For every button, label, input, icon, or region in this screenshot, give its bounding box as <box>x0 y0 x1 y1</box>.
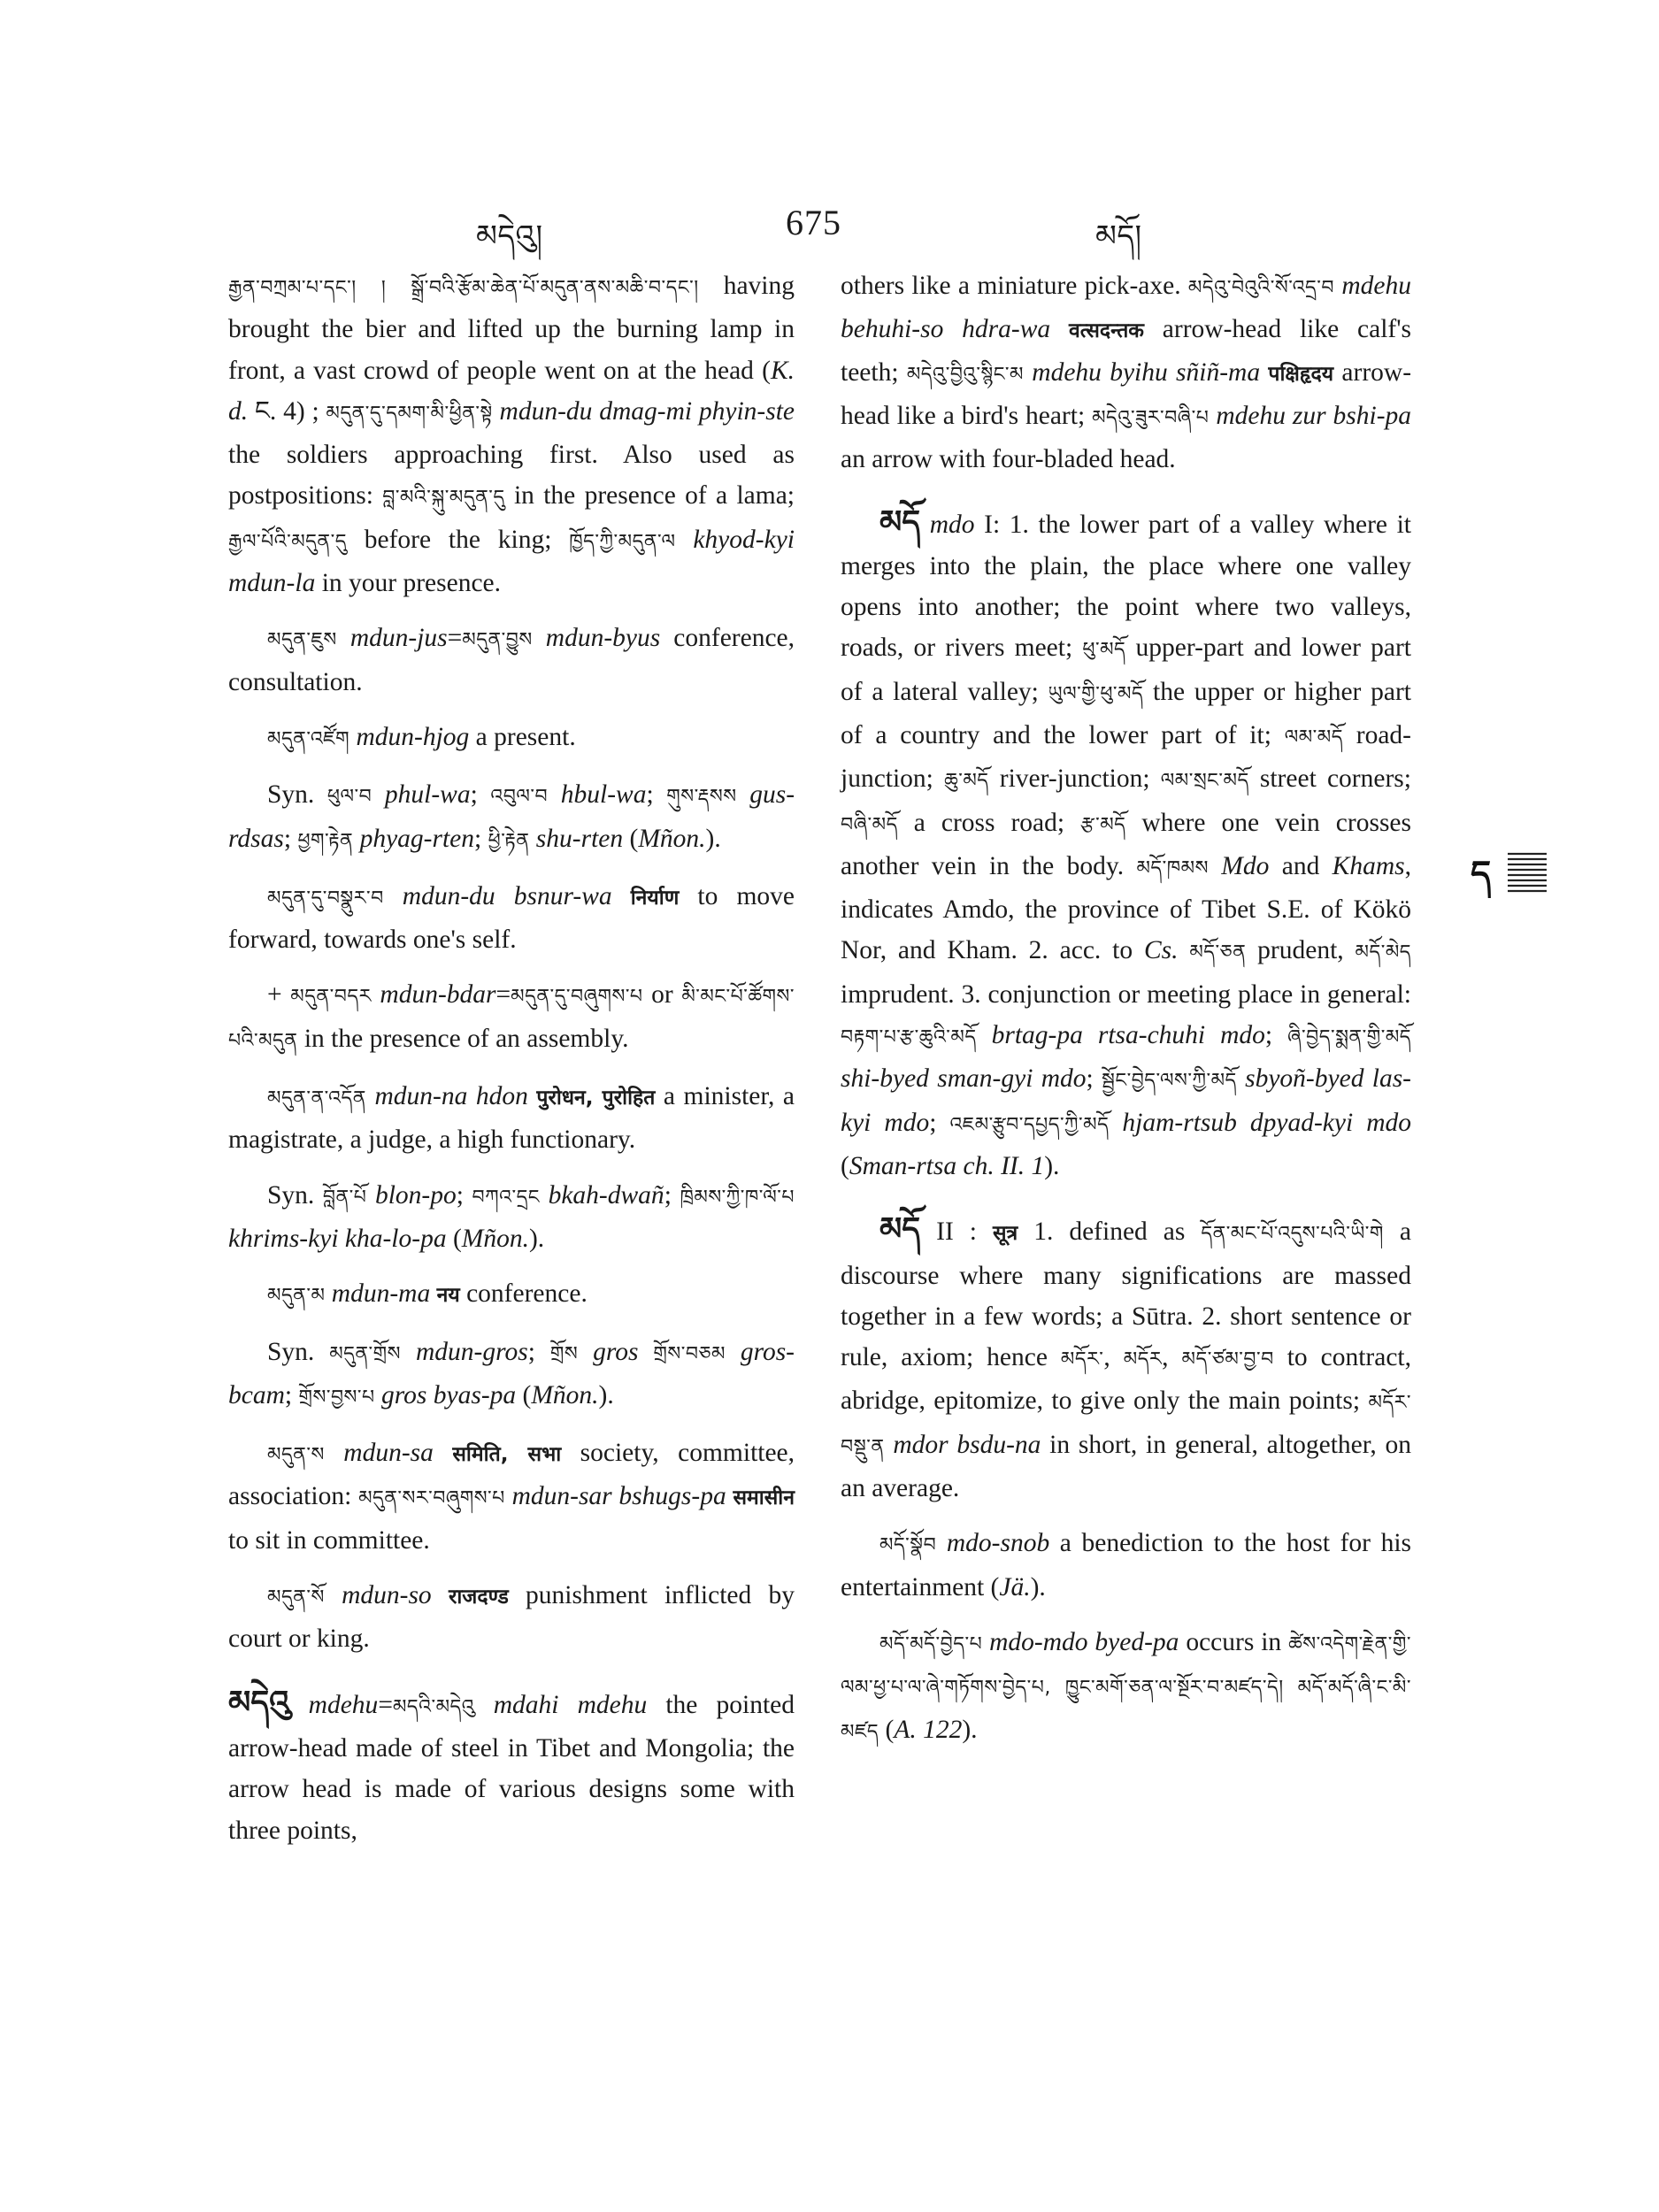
entry-mdun-so: མདུན་སོ mdun-so राजदण्ड punishment inflicted by court or king. <box>228 1581 795 1654</box>
synonyms-present: Syn. ཕུལ་བ phul-wa; འབུལ་བ hbul-wa; གུས་རྡསས gus-rdsas; ཕྱག་རྟེན phyag-rten; ཕྱི་རྟེན shu-rten (Mñon.). <box>228 780 795 853</box>
entry-mdun-bdar: + མདུན་བདར mdun-bdar=མདུན་དུ་བཞུགས་པ or མི་མང་པོ་ཚོགས་པའི་མདུན in the presence of an assembly. <box>228 980 795 1053</box>
page-number: 675 <box>786 203 841 242</box>
synonyms-minister: Syn. བློན་པོ blon-po; བཀའ་དྲང bkah-dwañ; ཁྲིམས་ཀྱི་ཁ་ལོ་པ khrims-kyi kha-lo-pa (Mñon.). <box>228 1180 795 1253</box>
headword-entry-mdehu: མདེའུ mdehu=མདའི་མདེའུ mdahi mdehu the pointed arrow-head made of steel in Tibet and Mongolia; the arrow head is made of various designs some with three points, <box>228 1684 795 1845</box>
entry-mdun-sa: མདུན་ས mdun-sa समिति, सभा society, committee, association: མདུན་སར་བཞུགས་པ mdun-sar bshugs-pa समासीन to sit in committee. <box>228 1439 795 1555</box>
entry-mdo-snob: མདོ་སྣོབ mdo-snob a benediction to the host for his entertainment (Jä.). <box>841 1529 1412 1601</box>
entry-mdun-na-hdon: མདུན་ན་འདོན mdun-na hdon पुरोधन, पुरोहित a minister, a magistrate, a judge, a high functionary. <box>228 1082 795 1155</box>
thumb-index-glyph: ད <box>1471 854 1492 895</box>
right-guide-word: མདོ། <box>1095 219 1142 254</box>
entry-mdun-du-bsnur-wa: མདུན་དུ་བསྣུར་བ mdun-du bsnur-wa निर्याण to move forward, towards one's self. <box>228 881 795 955</box>
entry-continuation: རྒྱན་བཀྲམ་པ་དང་། ། སྒྲོ་བའི་རྩོམ་ཆེན་པོ་མདུན་ནས་མཆི་བ་དང་། having brought the bier and lifted up the burning lamp in front, a vast crowd of people went on at the head (K. d. ང. 4) ; མདུན་དུ་དམག་མི་ཕྱིན་སྟེ mdun-du dmag-mi phyin-ste the soldiers approaching first. Also used as postpositions: བླ་མའི་སྐུ་མདུན་དུ in the presence of a lama; རྒྱལ་པོའི་མདུན་དུ before the king; ཁྱོད་ཀྱི་མདུན་ལ khyod-kyi mdun-la in your presence. <box>228 272 795 598</box>
left-column <box>228 265 795 1865</box>
left-guide-word: མདེའུ། <box>476 219 543 254</box>
thumb-index-tab <box>1469 845 1548 898</box>
entry-mdehu-continued: others like a miniature pick-axe. མདེའུ་བེའུའི་སོ་འདྲ་བ mdehu behuhi-so hdra-wa वत्सदन्तक arrow-head like calf's teeth; མདེའུ་བྱིའུ་སྙིང་མ mdehu byihu sñiñ-ma पक्षिहृदय arrow-head like a bird's heart; མདེའུ་ཟུར་བཞི་པ mdehu zur bshi-pa an arrow with four-bladed head. <box>841 272 1412 474</box>
page-header <box>228 202 1405 255</box>
headword: མདོ <box>879 504 921 541</box>
entry-mdo-mdo-byed-pa: མདོ་མདོ་བྱེད་པ mdo-mdo byed-pa occurs in ཚེས་འདེག་རྗེན་གྱི་ལམ་ཕྱ་པ་ལ་ཞེ་གཏོགས་བྱེད་པ, ཁྱུང་མགོ་ཅན་ལ་སྔོར་བ་མཛད་དེ། མདོ་མདོ་ཞི་ང་མི་མཛད (A. 122). <box>841 1627 1411 1744</box>
headword: མདེའུ <box>228 1684 290 1721</box>
synonyms-conference: Syn. མདུན་གྲོས mdun-gros; གྲོས gros གྲོས་བཅམ gros-bcam; གྲོས་བྱས་པ gros byas-pa (Mñon.). <box>228 1337 795 1409</box>
entry-mdun-hjog: མདུན་འཛོག mdun-hjog a present. <box>267 722 576 751</box>
entry-mdun-jus: མདུན་ཇུས mdun-jus=མདུན་བྱུས mdun-byus conference, consultation. <box>228 624 795 696</box>
headword-entry-mdo-1: མདོ mdo I: 1. the lower part of a valley where it merges into the plain, the place where one valley opens into another; the point where two valleys, roads, or rivers meet; ཕུ་མདོ upper-part and lower part of a lateral valley; ཡུལ་གྱི་ཕུ་མདོ the upper or higher part of a country and the lower part of it; ལམ་མདོ road-junction; ཆུ་མདོ river-junction; ལམ་སྲང་མདོ street corners; བཞི་མདོ a cross road; རྩ་མདོ where one vein crosses another vein in the body. མདོ་ཁམས Mdo and Khams, indicates Amdo, the province of Tibet S.E. of Kökö Nor, and Kham. 2. acc. to Cs. མདོ་ཅན prudent, མདོ་མེད imprudent. 3. conjunction or meeting place in general: བརྟག་པ་རྩ་ཆུའི་མདོ brtag-pa rtsa-chuhi mdo; ཞི་བྱེད་སྨན་གྱི་མདོ shi-byed sman-gyi mdo; སྦྱོང་བྱེད་ལས་ཀྱི་མདོ sbyoñ-byed las-kyi mdo; འཇམ་རྩུབ་དཔྱད་ཀྱི་མདོ hjam-rtsub dpyad-kyi mdo (Sman-rtsa ch. II. 1). <box>841 504 1412 1180</box>
thumb-index-tab-graphic <box>1469 845 1548 898</box>
headword: མདོ <box>879 1211 921 1248</box>
headword-entry-mdo-2: མདོ II : सूत्र 1. defined as དོན་མང་པོ་འདུས་པའི་ཡི་གེ a discourse where many significations are massed together in a few words; a Sūtra. 2. short sentence or rule, axiom; hence མདོར་, མདོར, མདོ་ཙམ་བྱ་བ to contract, abridge, epitomize, to give only the main points; མདོར་བསྡུ་ན mdor bsdu-na in short, in general, altogether, on an average. <box>841 1211 1412 1503</box>
entry-mdun-ma: མདུན་མ mdun-ma नय conference. <box>267 1279 588 1309</box>
right-column <box>841 265 1411 1767</box>
